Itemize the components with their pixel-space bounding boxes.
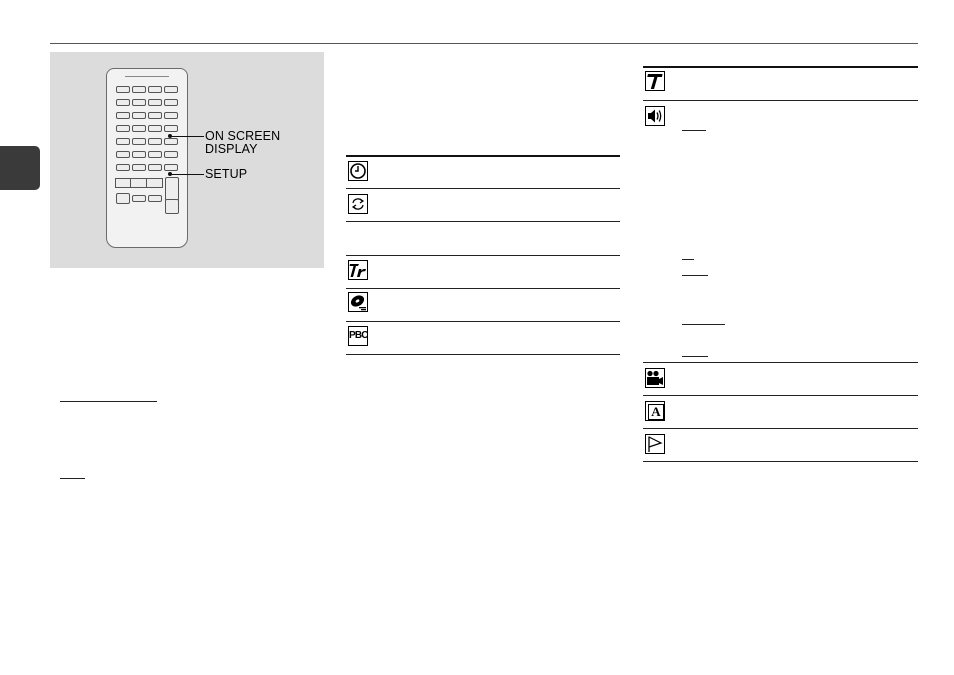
subtitle-a-icon: A	[648, 404, 664, 420]
table-row-rule	[643, 100, 918, 101]
table-row-rule	[346, 221, 620, 222]
text-underline	[682, 324, 725, 325]
callout-setup-label: SETUP	[205, 167, 248, 181]
table-row-rule	[643, 395, 918, 396]
clock-icon	[348, 161, 368, 181]
repeat-icon	[348, 194, 368, 214]
title-t-icon	[645, 71, 665, 91]
remote-control	[106, 68, 188, 248]
header-rule	[50, 43, 918, 44]
chapter-tab	[0, 146, 40, 190]
flag-icon	[645, 434, 665, 454]
table-row-rule	[643, 428, 918, 429]
remote-figure-panel	[50, 52, 324, 268]
remote-ir-window	[125, 76, 169, 77]
table-row-rule	[346, 321, 620, 322]
camera-icon	[645, 368, 665, 388]
callout-on-screen-label: ON SCREEN	[205, 129, 281, 143]
table-bottom-rule	[346, 354, 620, 355]
text-underline	[682, 259, 694, 260]
on-screen-display-button	[164, 125, 178, 132]
callout-line-osd	[170, 136, 204, 137]
callout-display-label: DISPLAY	[205, 142, 258, 156]
table-top-rule	[346, 155, 620, 157]
speaker-icon	[645, 106, 665, 126]
table-row-rule	[643, 362, 918, 363]
text-underline	[60, 478, 85, 479]
text-underline	[682, 275, 708, 276]
subtitle-icon-box	[645, 401, 665, 421]
table-row-rule	[346, 188, 620, 189]
table-row-rule	[346, 255, 620, 256]
title-icon	[348, 260, 368, 280]
disc-icon	[348, 292, 368, 312]
callout-line-setup	[170, 174, 204, 175]
table-top-rule	[643, 66, 918, 68]
table-row-rule	[346, 288, 620, 289]
text-underline	[60, 401, 157, 402]
setup-button	[164, 164, 178, 171]
text-underline	[682, 130, 706, 131]
table-bottom-rule	[643, 461, 918, 462]
text-underline	[682, 356, 708, 357]
pbc-icon: PBC	[348, 326, 368, 346]
